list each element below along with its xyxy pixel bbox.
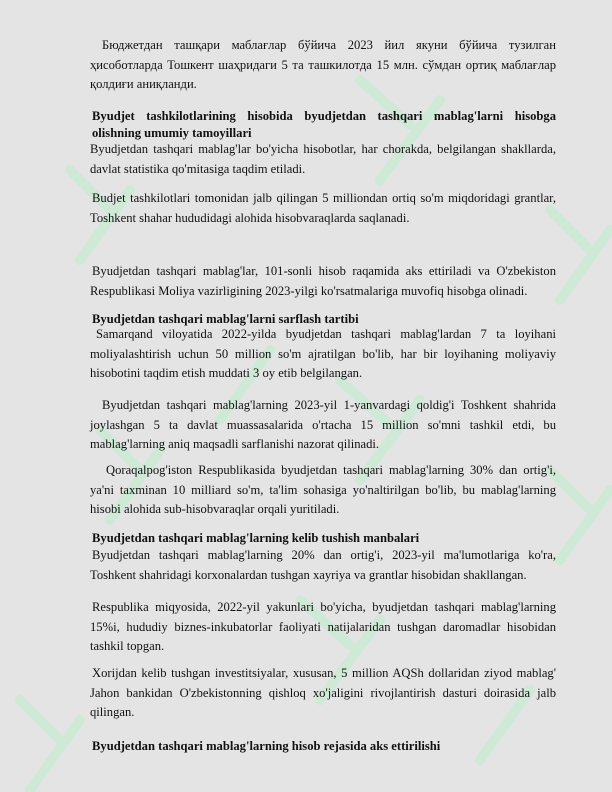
section-heading-principles: Byudjet tashkilotlarining hisobida byudjetdan tashqari mablag'larni hisobga olishning umumiy tamoyillari xyxy=(92,109,556,140)
sources-paragraph-1: Byudjetdan tashqari mablag'larning 20% dan ortig'i, 2023-yil ma'lumotlariga ko'ra, Toshkent shahridagi korxonalardan tushgan xayriya va grantlar hisobidan shakllangan. xyxy=(90,548,556,582)
sources-paragraph-3: Xorijdan kelib tushgan investitsiyalar, xususan, 5 million AQSh dollaridan ziyod mablag' Jahon bankidan O'zbekistonning qishloq xo'jaligini rivojlantirish dasturi doirasida jalb qilingan. xyxy=(90,666,556,720)
section-heading-spending: Byudjetdan tashqari mablag'larni sarflash tartibi xyxy=(92,312,359,326)
principles-paragraph-2: Budjet tashkilotlari tomonidan jalb qilingan 5 milliondan ortiq so'm miqdoridagi grantlar, Toshkent shahar hududidagi alohida hisobvaraqlarda saqlanadi. xyxy=(90,191,556,225)
spending-paragraph-1: Samarqand viloyatida 2022-yilda byudjetdan tashqari mablag'lardan 7 ta loyihani moliyalashtirish uchun 50 million so'm ajratilgan bo'lib, har bir loyihaning moliyaviy hisobotini taqdim etish muddati 3 oy etib belgilangan. xyxy=(90,327,556,381)
spending-paragraph-2: Byudjetdan tashqari mablag'larning 2023-yil 1-yanvardagi qoldig'i Toshkent shahrida joylashgan 5 ta davlat muassasalarida o'rtacha 15 million so'mni tashkil etdi, bu mablag'larning aniq maqsadli sarflanishi nazorat qilinadi. xyxy=(90,398,556,452)
section-heading-accounting: Byudjetdan tashqari mablag'larning hisob rejasida aks ettirilishi xyxy=(92,739,441,753)
principles-paragraph-1: Byudjetdan tashqari mablag'lar bo'yicha hisobotlar, har chorakda, belgilangan shakllarda, davlat statistika qo'mitasiga taqdim etiladi. xyxy=(90,142,556,176)
intro-paragraph: Бюджетдан ташқари маблағлар бўйича 2023 йил якуни бўйича тузилган ҳисоботларда Тошкент шаҳридаги 5 та ташкилотда 15 млн. сўмдан ортиқ маблағлар қолдиғи аниқланди. xyxy=(90,38,556,92)
spending-paragraph-3: Qoraqalpog'iston Respublikasida byudjetdan tashqari mablag'larning 30% dan ortig'i, ya'ni taxminan 10 milliard so'm, ta'lim sohasiga yo'naltirilgan bo'lib, bu mablag'larning hisobi alohida sub-hisobvaraqlar orqali yuritiladi. xyxy=(90,463,556,517)
section-heading-sources: Byudjetdan tashqari mablag'larning kelib tushish manbalari xyxy=(92,531,420,545)
sources-paragraph-2: Respublika miqyosida, 2022-yil yakunlari bo'yicha, byudjetdan tashqari mablag'larning 15%i, hududiy biznes-inkubatorlar faoliyati natijalaridan tushgan daromadlar hisobidan tashkil topgan. xyxy=(90,600,556,654)
principles-paragraph-3: Byudjetdan tashqari mablag'lar, 101-sonli hisob raqamida aks ettiriladi va O'zbekiston Respublikasi Moliya vazirligining 2023-yilgi ko'rsatmalariga muvofiq hisobga olinadi. xyxy=(90,264,556,298)
